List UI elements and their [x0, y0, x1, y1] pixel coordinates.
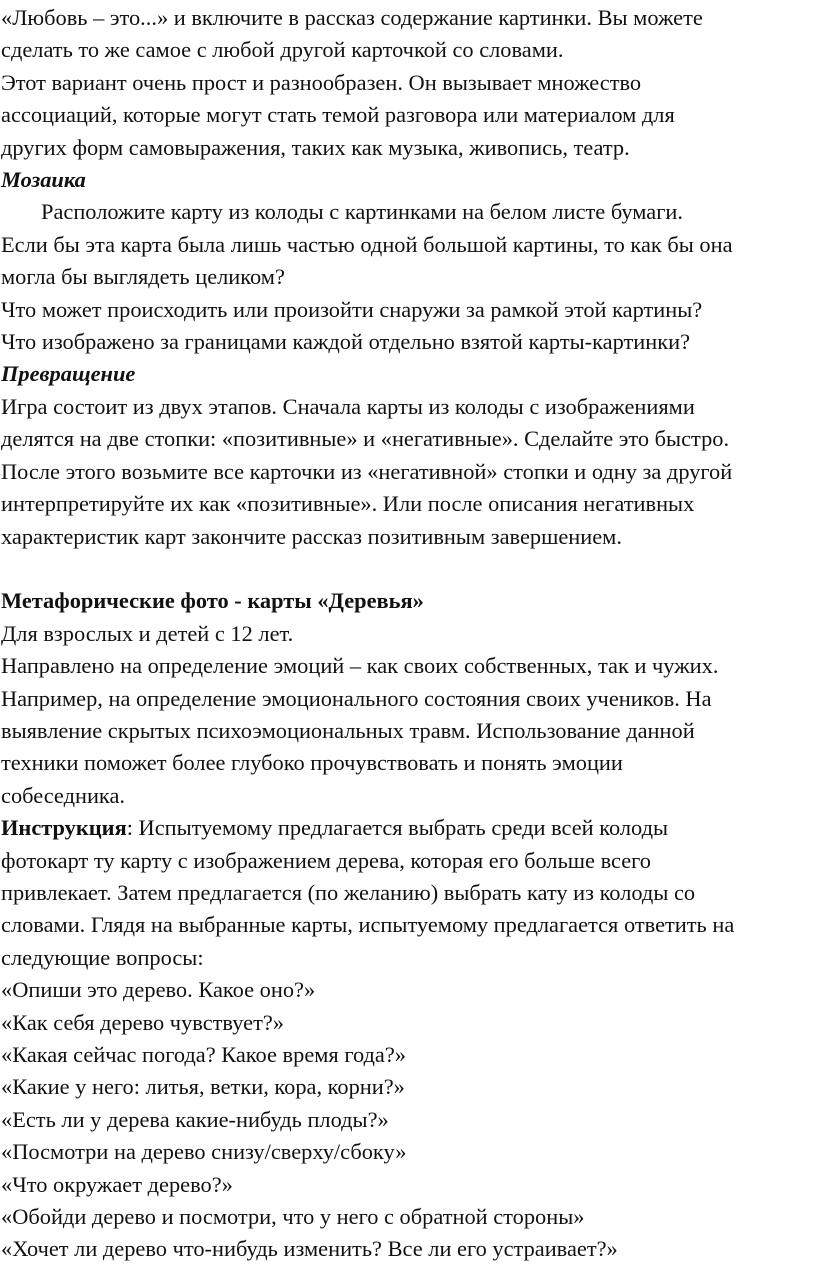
question-line: «Есть ли у дерева какие-нибудь плоды?»	[1, 1106, 389, 1132]
instruction-line: следующие вопросы:	[1, 944, 204, 970]
instruction-line	[0, 812, 816, 844]
instruction-line: словами. Глядя на выбранные карты, испытуемому предлагается ответить на	[1, 912, 735, 938]
transformation-line: характеристик карт закончите рассказ позитивным завершением.	[1, 523, 622, 549]
question-line: «Какая сейчас погода? Какое время года?»	[1, 1041, 406, 1067]
question-line: «Какие у него: литья, ветки, кора, корни?»	[1, 1074, 405, 1100]
blank-line	[0, 553, 816, 585]
instruction-label: Инструкция	[1, 815, 127, 841]
mosaic-line: Что изображено за границами каждой отдельно взятой карты-картинки?	[1, 329, 691, 355]
instruction-line: привлекает. Затем предлагается (по желанию) выбрать кату из колоды со	[1, 879, 696, 905]
intro-line: ассоциаций, которые могут стать темой разговора или материалом для	[1, 102, 675, 128]
trees-line: Направлено на определение эмоций – как своих собственных, так и чужих.	[1, 653, 719, 679]
question-line: «Обойди дерево и посмотри, что у него с обратной стороны»	[1, 1204, 585, 1230]
trees-heading: Метафорические фото - карты «Деревья»	[1, 588, 424, 614]
question-line: «Посмотри на дерево снизу/сверху/сбоку»	[1, 1139, 407, 1165]
transformation-line: После этого возьмите все карточки из «негативной» стопки и одну за другой	[1, 458, 733, 484]
trees-line: Например, на определение эмоционального состояния своих учеников. На	[1, 685, 712, 711]
intro-line: «Любовь – это...» и включите в рассказ содержание картинки. Вы можете	[1, 5, 703, 30]
intro-line: сделать то же самое с любой другой карточкой со словами.	[1, 37, 564, 63]
mosaic-heading: Мозаика	[1, 167, 86, 193]
mosaic-line: могла бы выглядеть целиком?	[1, 264, 285, 290]
trees-line: Для взрослых и детей с 12 лет.	[1, 620, 294, 646]
instruction-line: фотокарт ту карту с изображением дерева, которая его больше всего	[1, 847, 651, 873]
instruction-text: : Испытуемому предлагается выбрать среди всей колоды	[126, 815, 669, 841]
transformation-line: делятся на две стопки: «позитивные» и «негативные». Сделайте это быстро.	[1, 426, 730, 452]
trees-line: собеседника.	[1, 782, 126, 808]
mosaic-line: Что может происходить или произойти снаружи за рамкой этой картины?	[1, 296, 703, 322]
intro-line: Этот вариант очень прост и разнообразен. Он вызывает множество	[1, 69, 642, 95]
question-line: «Опиши это дерево. Какое оно?»	[1, 977, 316, 1003]
mosaic-line: Если бы эта карта была лишь частью одной большой картины, то как бы она	[1, 231, 733, 257]
transformation-line: Игра состоит из двух этапов. Сначала карты из колоды с изображениями	[1, 393, 695, 419]
question-line: «Как себя дерево чувствует?»	[1, 1009, 284, 1035]
trees-line: выявление скрытых психоэмоциональных травм. Использование данной	[1, 717, 695, 743]
intro-line: других форм самовыражения, таких как музыка, живопись, театр.	[1, 134, 630, 160]
transformation-heading: Превращение	[1, 361, 136, 387]
question-line: «Что окружает дерево?»	[1, 1171, 233, 1197]
question-line: «Хочет ли дерево что-нибудь изменить? Все ли его устраивает?»	[1, 1236, 618, 1262]
mosaic-line: Расположите карту из колоды с картинками на белом листе бумаги.	[41, 199, 684, 225]
trees-line: техники поможет более глубоко прочувствовать и понять эмоции	[1, 750, 623, 776]
transformation-line: интерпретируйте их как «позитивные». Или после описания негативных	[1, 491, 695, 517]
